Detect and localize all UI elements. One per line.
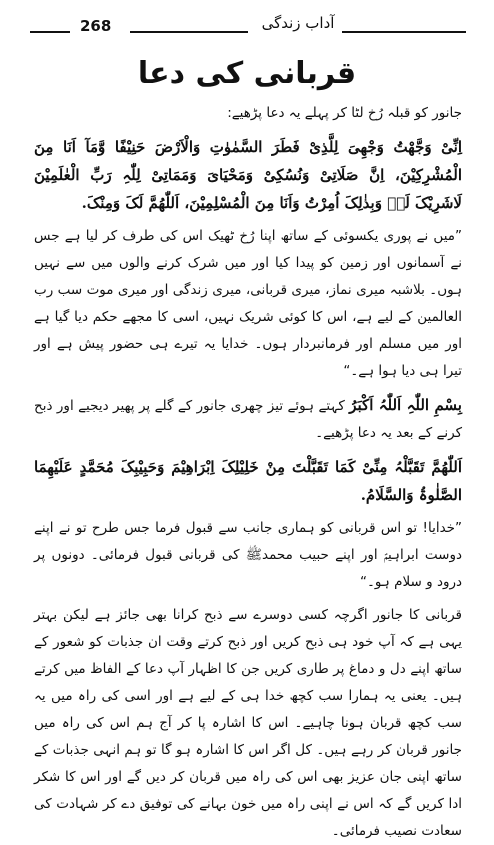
- page-body: [34, 100, 462, 839]
- bismillah-phrase: بِسْمِ اللّٰہِ اَللّٰہُ اَکْبَرُ: [349, 396, 462, 414]
- page-header: [30, 14, 466, 40]
- running-title: آداب زندگی: [261, 14, 335, 32]
- translation-paragraph: ”میں نے پوری یکسوئی کے ساتھ اپنا رُخ ٹھیک اس کی طرف کر لیا ہے جس نے آسمانوں اور زمین کو پیدا کیا اور میں شرک کرنے والوں میں سے نہیں ہوں۔ بلاشبہ میری نماز، میری قربانی، میری زندگی اور میری موت سب رب العالمین کے لیے ہے، اس کا کوئی شریک نہیں، اسی کا مجھے حکم دیا گیا ہے اور میں مسلم اور فرمانبردار ہوں۔ خدایا یہ تیرے ہی حضور پیش ہے اور تیرا ہی دیا ہوا ہے۔“: [34, 228, 462, 379]
- page-title: قربانی کی دعا: [137, 56, 357, 91]
- header-rule-left: [30, 31, 70, 33]
- header-rule-right: [342, 31, 466, 33]
- instruction-paragraph: جانور کو قبلہ رُخ لٹا کر پہلے یہ دعا پڑھیے:: [227, 105, 462, 121]
- header-rule-middle: [130, 31, 248, 33]
- acceptance-translation: ”خدایا! تو اس قربانی کو ہماری جانب سے قبول فرما جس طرح تو نے اپنے دوست ابراہیمؑ اور اپنے حبیب محمدﷺ کی قربانی قبول فرمائی۔ دونوں پر درود و سلام ہو۔“: [34, 520, 462, 590]
- arabic-acceptance-prayer: اَللّٰھُمَّ تَقَبَّلْہُ مِنِّیْ کَمَا تَقَبَّلْتَ مِنْ خَلِیْلِکَ اِبْرَاھِیْمَ وَحَبِیْبِکَ مُحَمَّدٍ عَلَیْھِمَا الصَّلٰوۃُ وَالسَّلَامُ.: [34, 458, 462, 504]
- arabic-supplication: اِنِّیْ وَجَّھْتُ وَجْھِیَ لِلَّذِیْ فَطَرَ السَّمٰوٰتِ وَالْاَرْضَ حَنِیْفًا وَّمَآ اَنَا مِنَ الْمُشْرِکِیْنَ، اِنَّ صَلَاتِیْ وَنُسُکِیْ وَمَحْیَایَ وَمَمَاتِیْ لِلّٰہِ رَبِّ الْعٰلَمِیْنَ لَاشَرِیْکَ لَہٗ وَبِذٰلِکَ اُمِرْتُ وَاَنَا مِنَ الْمُسْلِمِیْنَ، اَللّٰھُمَّ لَکَ وَمِنْکَ.: [34, 138, 462, 212]
- slaughter-text: کہتے ہوئے تیز چھری جانور کے گلے پر پھیر دیجیے اور ذبح کرنے کے بعد یہ دعا پڑھیے۔: [34, 398, 462, 441]
- slaughter-instruction: [34, 391, 462, 447]
- page-number: 268: [80, 17, 112, 35]
- closing-paragraph: قربانی کا جانور اگرچہ کسی دوسرے سے ذبح کرانا بھی جائز ہے لیکن بہتر یہی ہے کہ آپ خود ہی ذبح کریں اور ذبح کرتے وقت ان جذبات کو شعور کے ساتھ اپنے دل و دماغ پر طاری کریں جن کا اظہار آپ دعا کے الفاظ میں کرتے ہیں۔ یعنی یہ ہمارا سب کچھ خدا ہی کے لیے ہے اور اسی کی راہ میں یہ سب کچھ قربان ہونا چاہیے۔ اس کا اشارہ پا کر آج ہم اس کی راہ میں جانور قربان کر رہے ہیں۔ کل اگر اس کا اشارہ ہو گا تو ہم انہی جذبات کے ساتھ اپنی جان عزیز بھی اس کی راہ میں قربان کر دیں گے اور اس کا شکر ادا کریں گے کہ اس نے اپنی راہ میں خون بہانے کی توفیق دے کر شہادت کی سعادت نصیب فرمائی۔: [34, 607, 462, 839]
